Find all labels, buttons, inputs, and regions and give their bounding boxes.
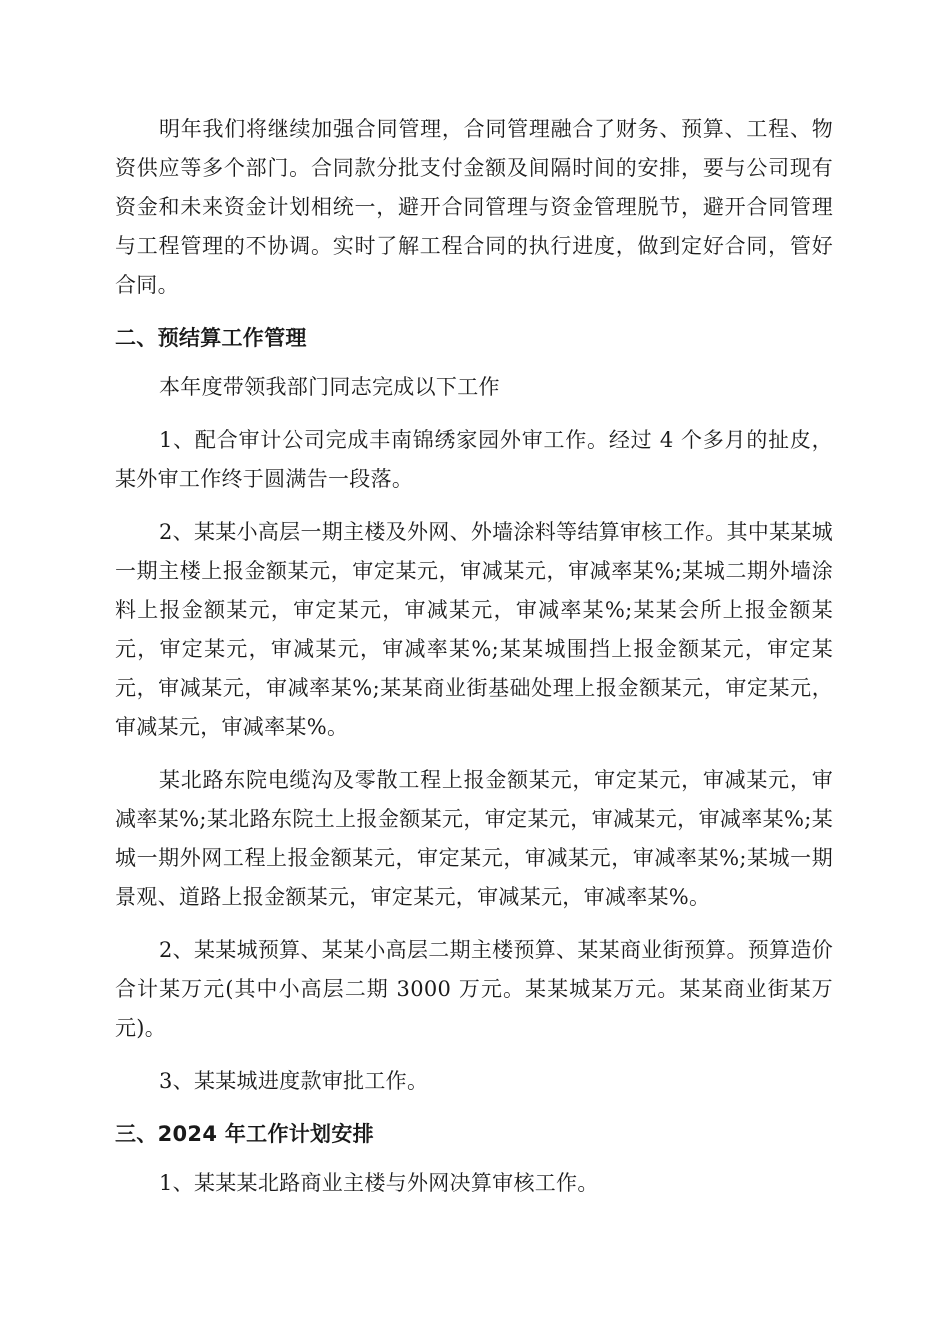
section-heading-budget-settlement: 二、预结算工作管理: [115, 326, 307, 350]
paragraph-intro: 本年度带领我部门同志完成以下工作: [159, 375, 500, 399]
paragraph-item-2: 2、某某小高层一期主楼及外网、外墙涂料等结算审核工作。其中某某城一期主楼上报金额某元，审定某元，审减某元，审减率某%;某城二期外墙涂料上报金额某元，审定某元，审减某元，审减率某%;某某会所上报金额某元，审定某元，审减某元，审减率某%;某某城围挡上报金额某元，审定某元，审减某元，审减率某%;某某商业街基础处理上报金额某元，审定某元，审减某元，审减率某%。: [115, 520, 833, 739]
paragraph-item-1: 1、配合审计公司完成丰南锦绣家园外审工作。经过 4 个多月的扯皮，某外审工作终于圆满告一段落。: [115, 428, 833, 491]
paragraph-plan-item-1: 1、某某某北路商业主楼与外网决算审核工作。: [159, 1171, 599, 1195]
section-heading-work-plan: 三、2024 年工作计划安排: [115, 1122, 374, 1146]
paragraph-item-2-budget: 2、某某城预算、某某小高层二期主楼预算、某某商业街预算。预算造价合计某万元(其中小高层二期 3000 万元。某某城某万元。某某商业街某万元)。: [115, 938, 833, 1040]
document-body: [115, 110, 833, 1203]
paragraph-contract-management: 明年我们将继续加强合同管理，合同管理融合了财务、预算、工程、物资供应等多个部门。合同款分批支付金额及间隔时间的安排，要与公司现有资金和未来资金计划相统一，避开合同管理与资金管理脱节，避开合同管理与工程管理的不协调。实时了解工程合同的执行进度，做到定好合同，管好合同。: [115, 117, 833, 297]
paragraph-north-road: 某北路东院电缆沟及零散工程上报金额某元，审定某元，审减某元，审减率某%;某北路东院土上报金额某元，审定某元，审减某元，审减率某%;某城一期外网工程上报金额某元，审定某元，审减某元，审减率某%;某城一期景观、道路上报金额某元，审定某元，审减某元，审减率某%。: [115, 768, 833, 909]
paragraph-item-3: 3、某某城进度款审批工作。: [159, 1069, 429, 1093]
